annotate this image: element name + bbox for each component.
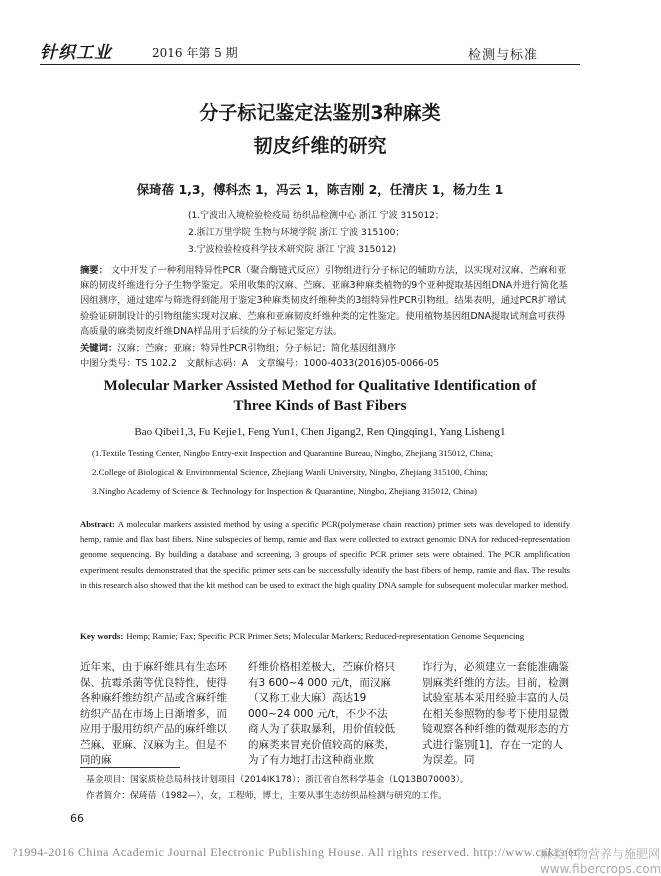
abstract-cn-text: 文中开发了一种利用特异性PCR（聚合酶链式反应）引物组进行分子标记的辅助方法，以实现对汉麻、苎麻和亚麻的韧皮纤维进行分子生物学鉴定。采用收集的汉麻、苎麻、亚麻3种麻类植物的9个亚种提取基因组DNA并进行简化基因组测序，通过建库与筛选得到能用于鉴定3种麻类韧皮纤维种类的3组特异性PCR引物组。结果表明，通过PCR扩增试验验证研制设计的引物组能实现对汉麻、苎麻和亚麻韧皮纤维种类的定性鉴定。使用植物基因组DNA提取试剂盒可获得高质量的麻类韧皮纤维DNA样品用于后续的分子标记鉴定方法。 (80, 265, 568, 337)
abstract-cn (80, 263, 570, 339)
page-number: 66 (70, 812, 84, 825)
body-column-3: 诈行为，必须建立一套能准确鉴别麻类纤维的方法。目前，检测试验室基本采用经验丰富的人员在相关参照物的参考下使用显微镜观察各种纤维的微观形态的方式进行鉴别[1]，存在一定的人为误差。同 (422, 661, 569, 766)
keywords-cn-text: 汉麻；苎麻；亚麻；特异性PCR引物组；分子标记；简化基因组测序 (117, 343, 397, 354)
footnote-author: 作者简介：保琦蓓（1982—），女，工程师，博士，主要从事生态纺织品检测与研究的工作。 (86, 791, 448, 801)
issue-label: 2016 年第 5 期 (152, 46, 238, 60)
affiliation-3: 3.宁波检验检疫科学技术研究院 浙江 宁波 315012) (188, 245, 397, 255)
paper-title-line-1: 分子标记鉴定法鉴别3种麻类 (199, 102, 441, 124)
keywords-cn (80, 340, 570, 354)
document-code: 文献标志码：A (185, 358, 249, 369)
english-affiliation-1: (1.Textile Testing Center, Ningbo Entry-exit Inspection and Quarantine Bureau, Ningbo, Zhejiang 315012, China; (92, 448, 494, 458)
abstract-en-label: Abstract: (80, 519, 115, 529)
keywords-en-label: Key words: (80, 631, 124, 641)
copyright-line: ?1994-2016 China Academic Journal Electronic Publishing House. All rights reserved. http://www.cnki.net (12, 845, 578, 859)
clc-number: 中图分类号：TS 102.2 (80, 358, 177, 369)
english-author-list: Bao Qibei1,3, Fu Kejie1, Feng Yun1, Chen Jigang2, Ren Qingqing1, Yang Lisheng1 (134, 426, 506, 438)
keywords-en (80, 628, 570, 644)
english-affiliation-3: 3.Ningbo Academy of Science & Technology for Inspection & Quarantine, Ningbo, Zhejiang 315012, China) (92, 486, 477, 496)
affiliation-1: (1.宁波出入境检验检疫局 纺织品检测中心 浙江 宁波 315012； (188, 211, 444, 221)
footnote-fund: 基金项目：国家质检总局科技计划项目（2014IK178）；浙江省自然科学基金（LQ13B070003）。 (86, 775, 469, 785)
abstract-en-text: A molecular markers assisted method by using a specific PCR(polymerase chain reaction) primer sets was developed to identify hemp, ramie and flax bast fibers. Nine subspecies of hemp, ramie and flax were collected to extract genomic DNA for reduced-representation genome sequencing. By building a database and screening, 3 groups of specific PCR primer sets were obtained. The PCR amplification experiment results demonstrated that the specific primer sets can be successfully identify the bast fibers of hemp, ramie and flax. The results in this research also showed that the kit method can be used to extract the high quality DNA sample for subsequent molecular marker method. (80, 519, 570, 590)
author-list: 保琦蓓 1,3，傅科杰 1，冯云 1，陈吉刚 2，任清庆 1，杨力生 1 (136, 182, 504, 197)
abstract-en (80, 517, 570, 593)
keywords-en-text: Hemp; Ramie; Fax; Specific PCR Primer Sets; Molecular Markers; Reduced-representation Genome Sequencing (126, 631, 525, 641)
header-rule (40, 64, 580, 65)
english-affiliation-2: 2.College of Biological & Environmental Science, Zhejiang Wanli University, Ningbo, Zhejiang 315100, China; (92, 467, 488, 477)
article-number: 文章编号：1000-4033(2016)05-0066-05 (257, 358, 440, 369)
classification-line (80, 355, 570, 369)
body-column-1: 近年来，由于麻纤维具有生态环保、抗霉杀菌等优良特性，使得各种麻纤维纺织产品或含麻纤维纺织产品在市场上日渐增多，而应用于服用纺织产品的麻纤维以苎麻、亚麻、汉麻为主。但是不同的麻 (80, 661, 227, 766)
watermark: 麻类作物营养与施肥网 www.fibercrops.com (540, 847, 661, 876)
english-title-line-1: Molecular Marker Assisted Method for Qualitative Identification of (103, 378, 537, 394)
column-name: 检测与标准 (468, 48, 539, 63)
paper-title-line-2: 韧皮纤维的研究 (253, 135, 387, 157)
keywords-cn-label: 关键词： (80, 343, 118, 354)
affiliation-2: 2.浙江万里学院 生物与环境学院 浙江 宁波 315100； (188, 228, 405, 238)
abstract-cn-label: 摘要： (80, 265, 108, 276)
body-column-2: 纤维价格相差极大，苎麻价格只有3 600~4 000 元/t，而汉麻（又称工业大麻）高达19 000~24 000 元/t，不少不法商人为了获取暴利，用价值较低的麻类来冒充价值较高的麻类，为了有力地打击这种商业欺 (248, 661, 395, 766)
english-title-line-2: Three Kinds of Bast Fibers (233, 398, 407, 414)
footnote-rule (80, 767, 180, 768)
journal-logo: 针织工业 (40, 43, 112, 63)
